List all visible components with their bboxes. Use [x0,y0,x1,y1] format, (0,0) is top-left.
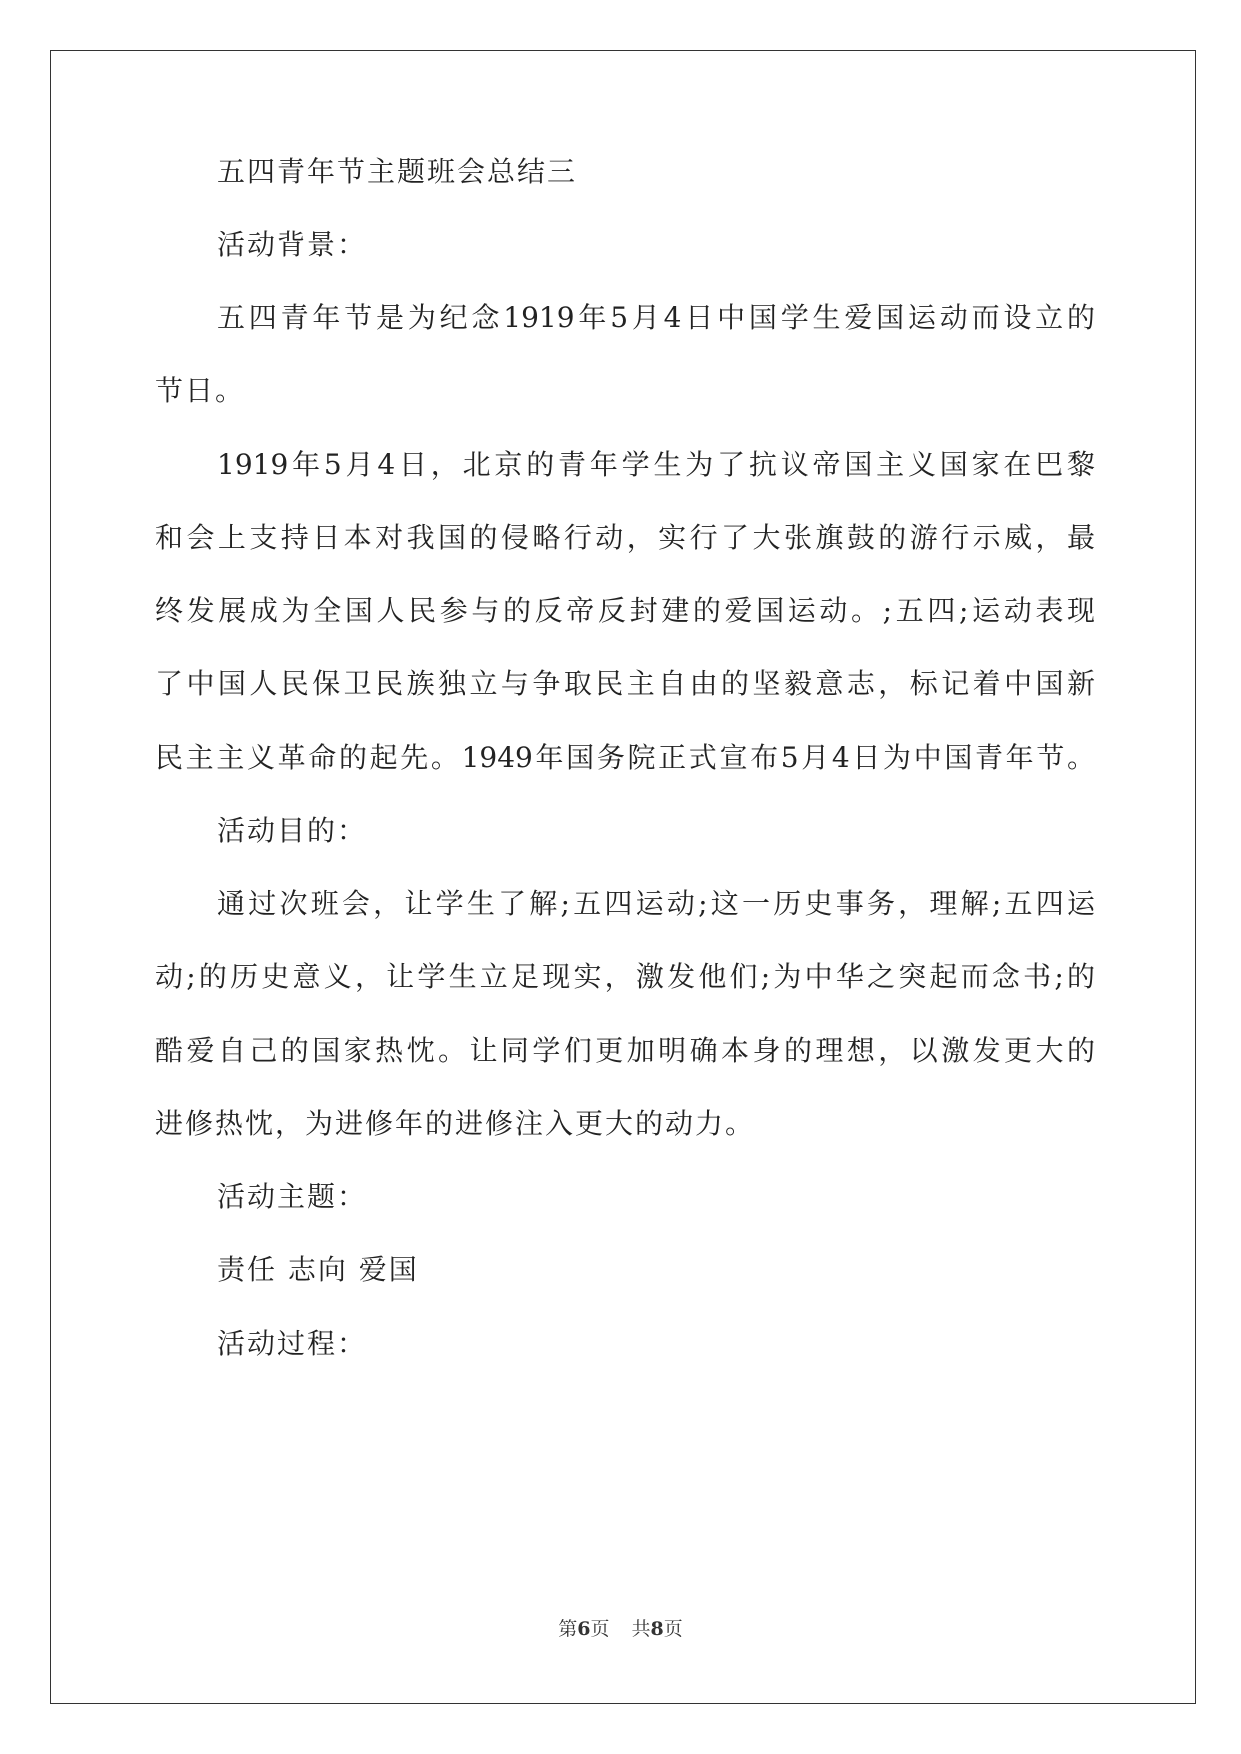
heading-background: 活动背景： [217,228,368,261]
paragraph-line: 节日。 [155,374,246,407]
paragraph-line: 和会上支持日本对我国的侵略行动，实行了大张旗鼓的游行示威，最 [155,521,1095,554]
paragraph-line: 动;的历史意义，让学生立足现实，激发他们;为中华之突起而念书;的 [155,960,1095,993]
footer-page-number: 6 [577,1618,591,1640]
paragraph-line: 终发展成为全国人民参与的反帝反封建的爱国运动。;五四;运动表现 [155,594,1095,627]
paragraph-line: 民主主义革命的起先。1949年国务院正式宣布5月4日为中国青年节。 [155,741,1095,774]
page-footer [0,1617,1241,1641]
paragraph-line: 了中国人民保卫民族独立与争取民主自由的坚毅意志，标记着中国新 [155,667,1095,700]
paragraph-line: 酷爱自己的国家热忱。让同学们更加明确本身的理想，以激发更大的 [155,1034,1095,1067]
footer-total-prefix: 共 [631,1618,651,1640]
footer-prefix: 第 [558,1618,578,1640]
heading-theme: 活动主题： [217,1180,368,1213]
heading-process: 活动过程： [217,1327,368,1360]
heading-purpose: 活动目的： [217,814,368,847]
theme-text: 责任 志向 爱国 [217,1253,419,1286]
document-title: 五四青年节主题班会总结三 [217,155,578,188]
paragraph-line: 通过次班会，让学生了解;五四运动;这一历史事务，理解;五四运 [217,887,1095,920]
footer-total-suffix: 页 [663,1618,683,1640]
footer-page-suffix: 页 [590,1618,610,1640]
footer-total-pages: 8 [650,1618,664,1640]
paragraph-line: 五四青年节是为纪念1919年5月4日中国学生爱国运动而设立的 [217,301,1095,334]
paragraph-line: 1919年5月4日，北京的青年学生为了抗议帝国主义国家在巴黎 [217,448,1095,481]
paragraph-line: 进修热忱，为进修年的进修注入更大的动力。 [155,1107,756,1140]
